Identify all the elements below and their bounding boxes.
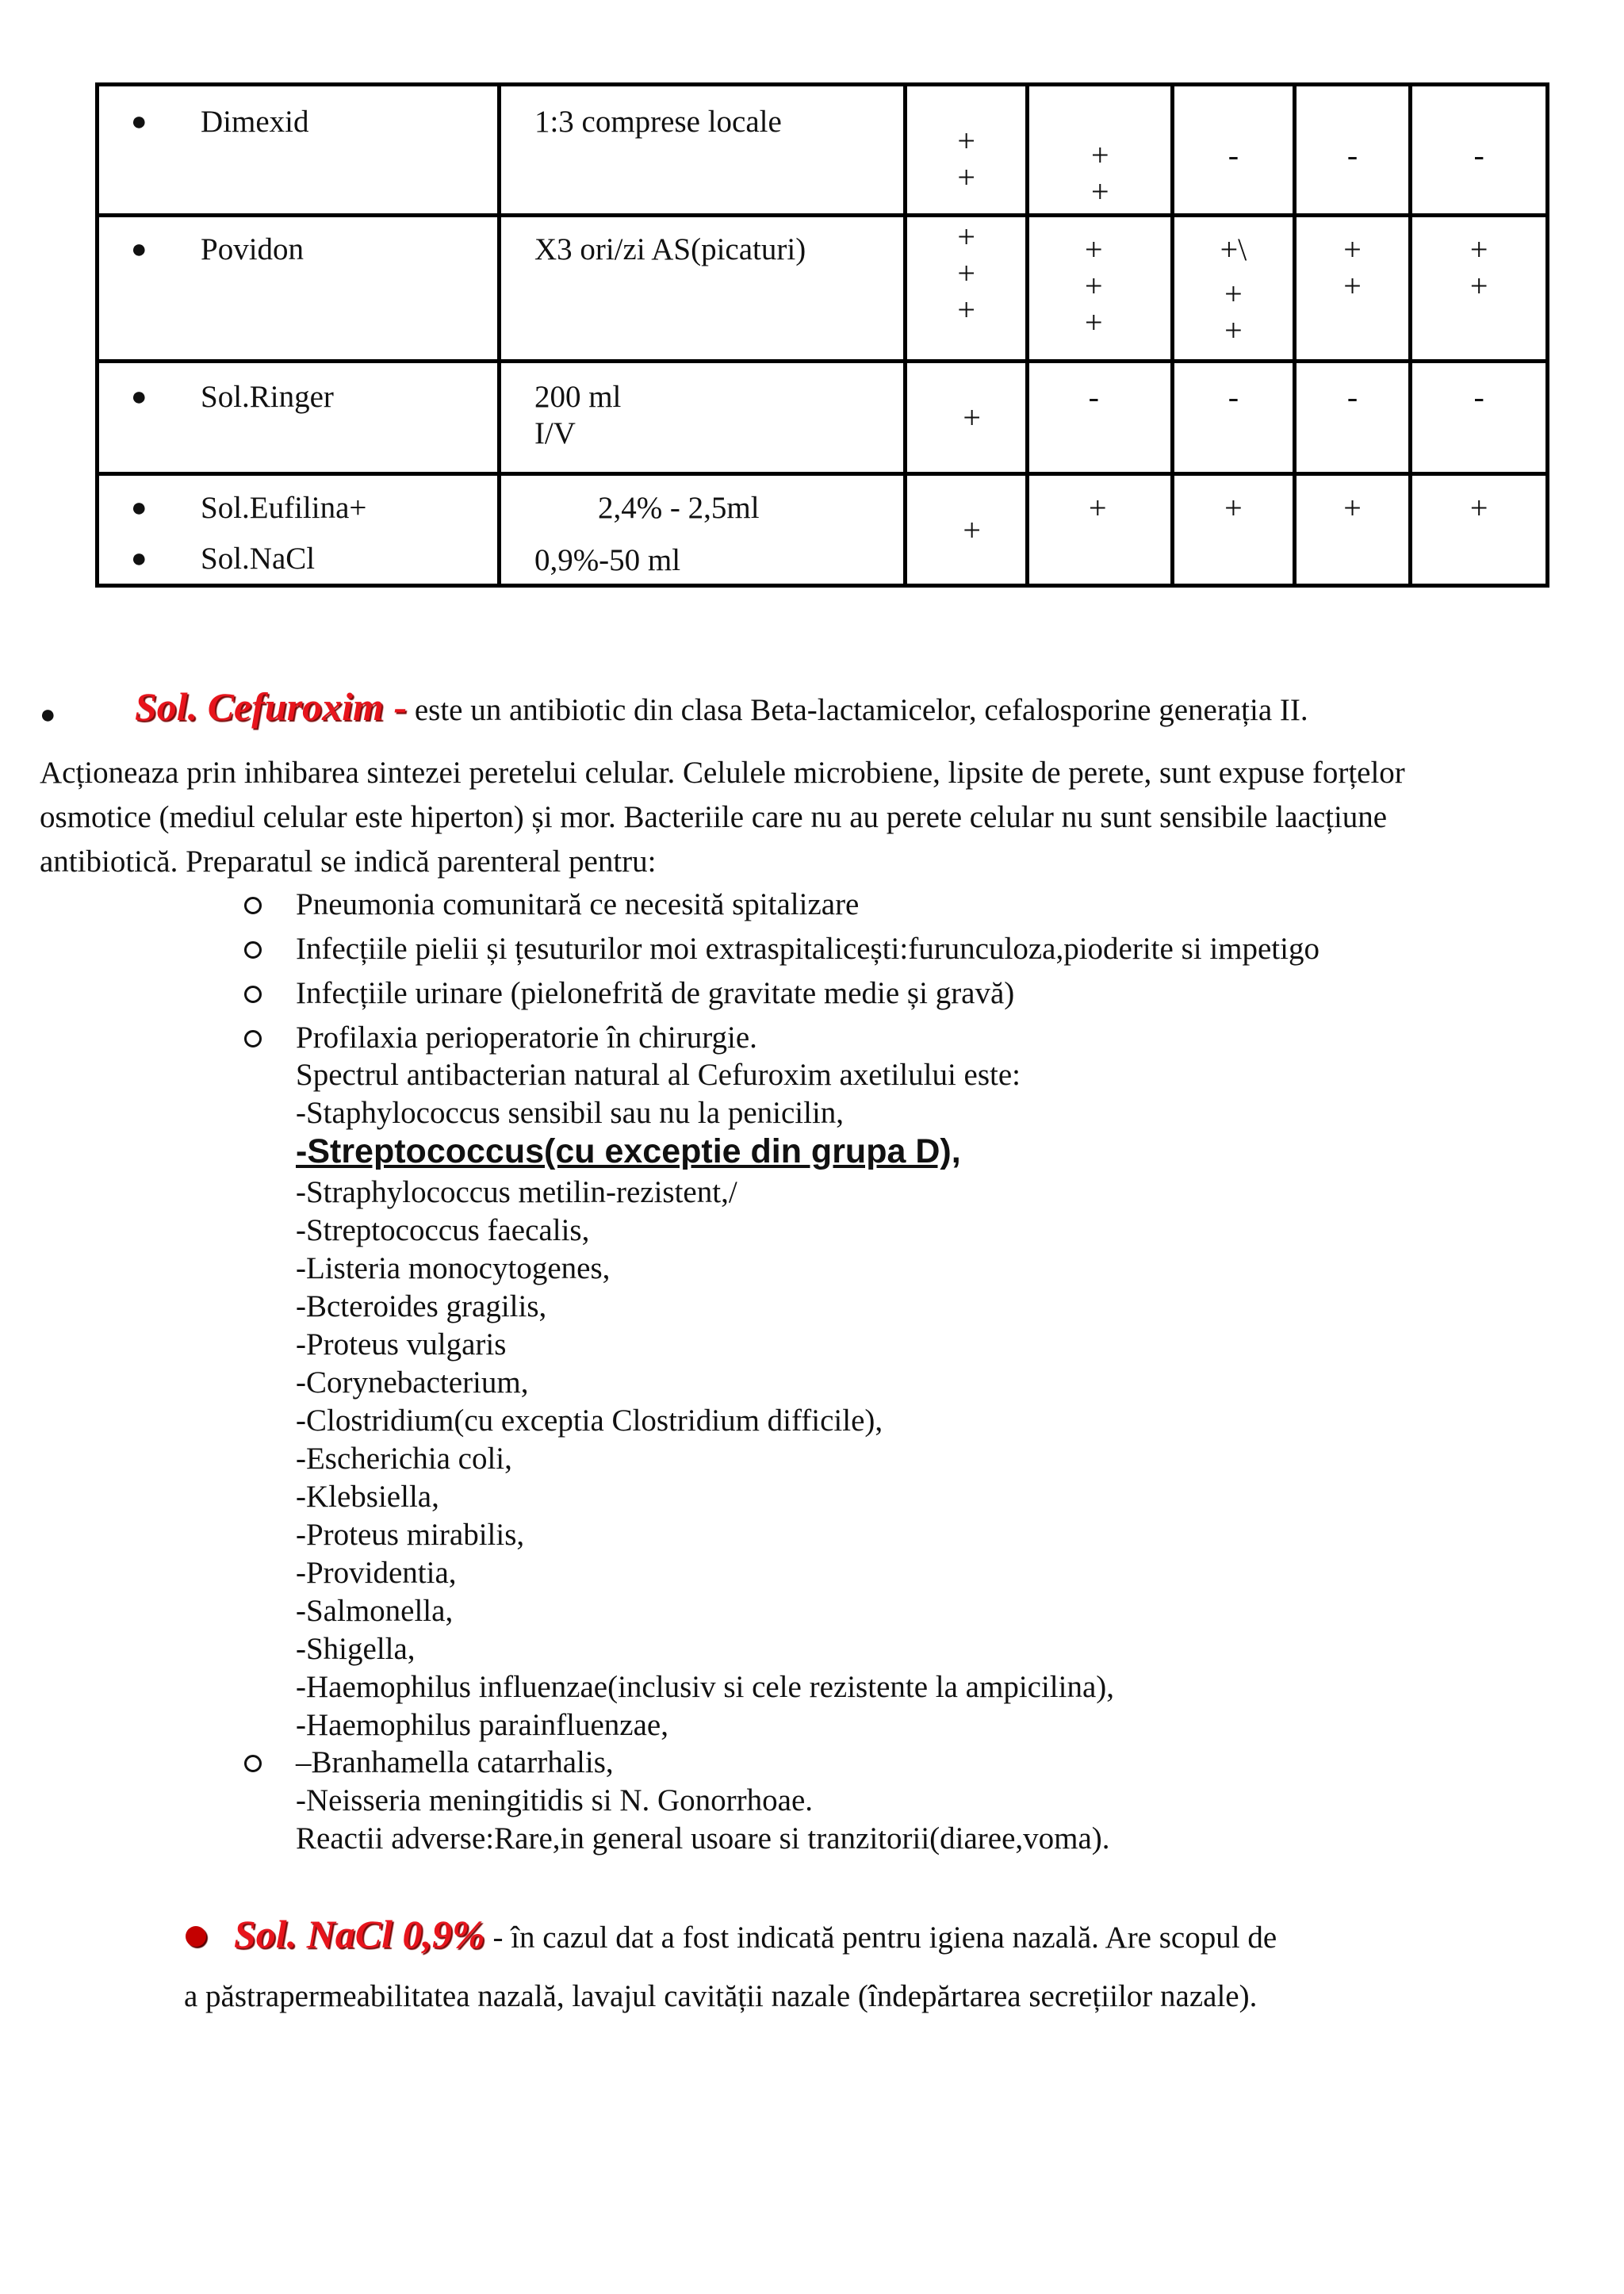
table-row [98,85,1548,216]
mark: +\ [1220,232,1247,267]
mark-cell [1294,362,1411,474]
dose-text: 0,9%-50 ml [534,543,681,577]
indication-item: Infecțiile urinare (pielonefrită de gravitate medie și gravă) [296,976,1015,1010]
circle-bullet-icon [244,897,262,914]
mark-cell [1028,474,1173,586]
mark-cell [1028,85,1173,216]
spectrum-intro: Spectrul antibacterian natural al Cefuroxim axetilului este: [296,1058,1021,1092]
cefuroxim-title: Sol. Cefuroxim - [135,684,408,729]
circle-bullet-icon [244,1030,262,1047]
drug-name-cell [98,474,500,586]
mark-cell [1028,216,1173,362]
dose-cell [499,474,905,586]
spectrum-item: -Escherichia coli, [296,1442,512,1476]
mark-cell [1173,474,1295,586]
mark: + [1089,490,1107,526]
mark: + [1343,232,1362,267]
mark: + [1091,137,1109,173]
mark-cell [1173,216,1295,362]
mark: + [1091,174,1109,209]
mark-cell [1173,362,1295,474]
bullet: ● [131,235,147,264]
mark: + [963,400,981,435]
spectrum-item: -Haemophilus influenzae(inclusiv si cele rezistente la ampicilina), [296,1670,1115,1704]
mark: + [957,255,975,291]
red-bullet-icon [186,1926,206,1947]
mark-cell [1411,216,1548,362]
spectrum-item: –Branhamella catarrhalis, [296,1745,614,1779]
mark-cell [1294,85,1411,216]
paragraph-line: osmotice (mediul celular este hiperton) și mor. Bacteriile care nu au perete celular nu sunt sensibile laacțiune [40,800,1388,834]
dose-text: 1:3 comprese locale [534,105,782,139]
mark: - [1473,137,1484,173]
mark: - [1346,379,1358,415]
spectrum-item: -Streptococcus faecalis, [296,1213,590,1247]
nacl-line1: - în cazul dat a fost indicată pentru igiena nazală. Are scopul de [485,1921,1277,1955]
indication-item: Pneumonia comunitară ce necesită spitalizare [296,887,860,921]
mark: + [957,219,975,255]
bullet: ● [131,382,147,412]
mark: + [957,159,975,195]
mark: + [1469,232,1488,267]
dose-cell [499,85,905,216]
spectrum-item: -Clostridium(cu exceptia Clostridium difficile), [296,1404,883,1438]
adverse-reactions: Reactii adverse:Rare,in general usoare si tranzitorii(diaree,voma). [296,1821,1110,1855]
table-row [98,474,1548,586]
mark: + [1343,490,1362,526]
mark: + [1224,276,1243,312]
mark: - [1088,379,1099,415]
circle-bullet-icon [244,941,262,959]
mark: + [1469,490,1488,526]
mark: - [1346,137,1358,173]
mark: + [1343,268,1362,304]
paragraph-line: antibiotică. Preparatul se indică parenteral pentru: [40,844,657,879]
medication-table [95,82,1549,588]
mark: - [1473,379,1484,415]
spectrum-item: -Proteus mirabilis, [296,1518,525,1552]
circle-bullet-icon [244,986,262,1003]
mark-cell [1411,85,1548,216]
mark: - [1228,137,1239,173]
spectrum-item: -Providentia, [296,1556,457,1590]
dose-text: I/V [534,416,576,450]
spectrum-item: -Bcteroides gragilis, [296,1289,547,1323]
mark-cell [905,216,1028,362]
spectrum-item: -Straphylococcus metilin-rezistent,/ [296,1175,737,1209]
mark-cell [1028,362,1173,474]
mark-cell [1294,216,1411,362]
spectrum-item: -Salmonella, [296,1594,454,1628]
mark-cell [1173,85,1295,216]
drug-name-cell [98,362,500,474]
nacl-title: Sol. NaCl 0,9% [234,1912,485,1956]
spectrum-item: -Listeria monocytogenes, [296,1251,611,1285]
drug-name: Sol.NaCl [201,542,316,576]
paragraph-line: Acționeaza prin inhibarea sintezei peretelui celular. Celulele microbiene, lipsite de perete, sunt expuse forțelor [40,756,1405,790]
spectrum-item: -Staphylococcus sensibil sau nu la penicilin, [296,1096,845,1130]
mark: + [963,512,981,548]
dose-cell [499,216,905,362]
dose-text: X3 ori/zi AS(picaturi) [534,232,806,266]
section-bullet: ● [40,700,56,730]
bullet: ● [131,493,147,523]
mark-cell [905,474,1028,586]
mark-cell [1411,474,1548,586]
drug-name-cell [98,85,500,216]
dose-text: 2,4% - 2,5ml [597,491,760,525]
indication-item: Profilaxia perioperatorie în chirurgie. [296,1021,757,1055]
nacl-heading [234,1911,1277,1960]
table-row [98,216,1548,362]
mark-cell [905,85,1028,216]
drug-name: Sol.Ringer [201,380,334,414]
table-row [98,362,1548,474]
nacl-line2: a păstrapermeabilitatea nazală, lavajul cavității nazale (îndepărtarea secrețiilor nazale). [184,1979,1258,2013]
mark: + [1224,312,1243,348]
mark-cell [1411,362,1548,474]
circle-bullet-icon [244,1755,262,1772]
drug-name-cell [98,216,500,362]
spectrum-item: -Shigella, [296,1632,416,1666]
indication-item: Infecțiile pielii și țesuturilor moi extraspitalicești:furunculoza,pioderite si impetigo [296,932,1320,966]
drug-name: Povidon [201,232,304,266]
bullet: ● [131,107,147,136]
spectrum-item: -Haemophilus parainfluenzae, [296,1708,668,1742]
spectrum-item: -Proteus vulgaris [296,1327,507,1361]
spectrum-item: -Corynebacterium, [296,1365,529,1400]
mark: + [1469,268,1488,304]
mark-cell [905,362,1028,474]
spectrum-item: -Klebsiella, [296,1480,439,1514]
spectrum-item-bold: -Streptococcus(cu exceptie din grupa D), [296,1132,961,1170]
mark: + [1085,232,1103,267]
mark: - [1228,379,1239,415]
bullet: ● [131,544,147,573]
dose-cell [499,362,905,474]
cefuroxim-heading [135,684,1308,733]
drug-name: Sol.Eufilina+ [201,491,367,525]
mark: + [957,292,975,327]
mark: + [1224,490,1243,526]
mark-cell [1294,474,1411,586]
mark: + [957,123,975,159]
dose-text: 200 ml [534,380,622,414]
spectrum-item: -Neisseria meningitidis si N. Gonorrhoae. [296,1783,814,1817]
drug-name: Dimexid [201,105,309,139]
cefuroxim-intro: este un antibiotic din clasa Beta-lactamicelor, cefalosporine generația II. [407,693,1308,727]
mark: + [1085,268,1103,304]
mark: + [1085,304,1103,340]
